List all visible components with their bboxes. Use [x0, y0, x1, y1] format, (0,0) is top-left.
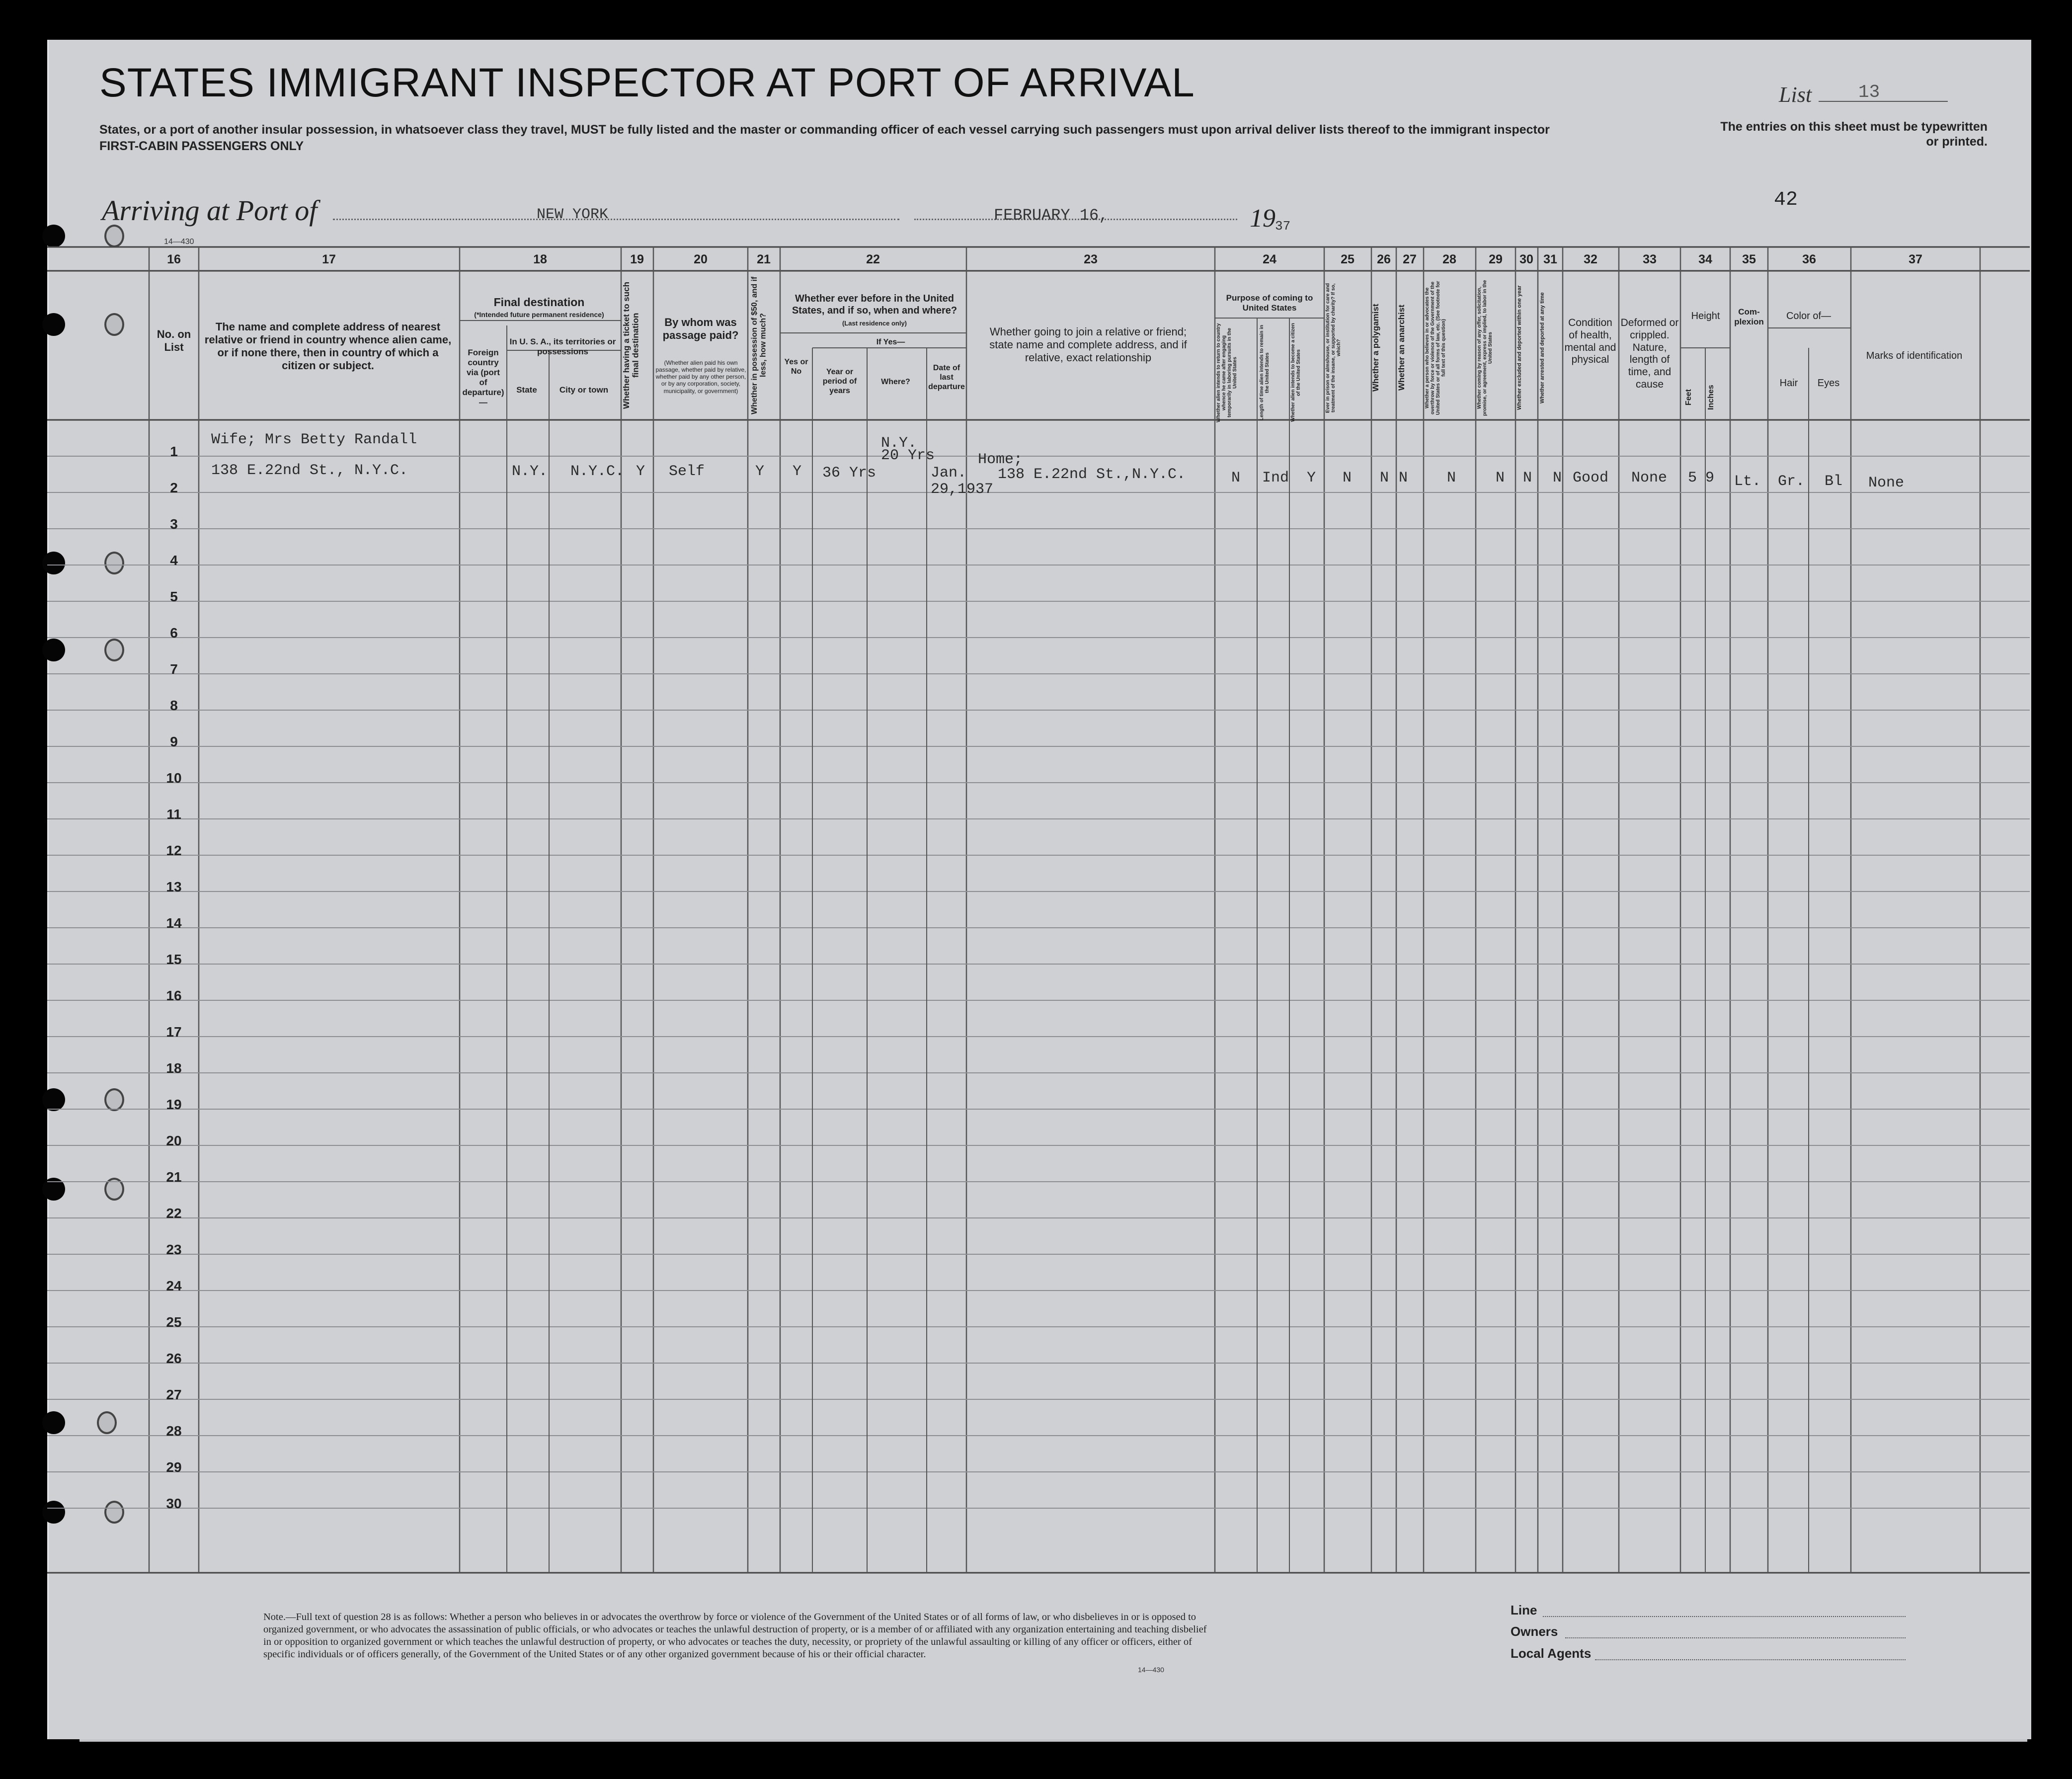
column-number: 29: [1489, 252, 1503, 266]
header-final-destination: Final destination: [493, 296, 585, 309]
arrested-value: N: [1553, 470, 1562, 486]
row-number: 20: [166, 1133, 182, 1148]
row-number: 16: [166, 988, 182, 1003]
header-anarchist: Whether an anarchist: [1397, 305, 1406, 391]
header-purpose-length: Length of time alien intends to remain in the United States: [1259, 324, 1270, 421]
form-number-bottom: 14—430: [1138, 1666, 1164, 1674]
row-number: 5: [170, 589, 178, 604]
owners-field: [1565, 1636, 1906, 1638]
departure-line-1: Jan.: [931, 465, 967, 482]
row-number: 7: [170, 661, 178, 677]
column-number: 32: [1584, 252, 1597, 266]
row-number: 12: [166, 843, 182, 858]
header-height: Height: [1691, 311, 1720, 322]
header-fifty-dollars: Whether in possession of $50, and if less, how much?: [750, 276, 768, 414]
complexion-value: Lt.: [1734, 473, 1761, 490]
anarchist-value: N: [1399, 470, 1408, 486]
column-number: 26: [1377, 252, 1391, 266]
health-value: Good: [1573, 470, 1609, 486]
row-number: 19: [166, 1097, 182, 1112]
header-year-period: Year or period of years: [822, 368, 857, 395]
deformed-value: None: [1631, 470, 1668, 486]
footnote-question-28: Note.—Full text of question 28 is as follows: Whether a person who believes in or advocates the overthrow by force or violence of the Government of the United States or of all forms of law, or who disbelieves in or is opposed to organized government, or who advocates the assassination of public officials, or who advocates or teaches the unlawful destruction of property, or is a member of or affiliated with any organization entertaining and teaching disbelief in or opposition to organized government or which teaches the unlawful destruction of property, or who advocates or teaches the duty, necessity, or propriety of the unlawful assaulting or killing of any officer or officers, either of specific individuals or of officers generally, of the Government of the United States or of any other organized government because of his or their official character.: [263, 1612, 1207, 1660]
row-number: 9: [170, 734, 178, 749]
header-arrested: Whether arrested and deported at any time: [1539, 292, 1545, 404]
column-number: 37: [1909, 252, 1922, 266]
column-number: 27: [1403, 252, 1417, 266]
row-number: 2: [170, 480, 178, 495]
excluded-value: N: [1523, 470, 1532, 486]
sheet-number: 42: [1774, 189, 1798, 211]
passage-paid-value: Self: [669, 463, 705, 480]
row-number: 10: [166, 770, 182, 786]
column-number: 23: [1084, 252, 1098, 266]
header-labor-offer: Whether coming by reason of any offer, solicitation, promise, or agreement, express or implied, to labor in the United States: [1477, 280, 1493, 416]
owners-label: Owners: [1511, 1624, 1558, 1639]
column-number: 24: [1263, 252, 1276, 266]
relative-line-2: 138 E.22nd St., N.Y.C.: [211, 462, 408, 479]
header-passage-paid: By whom was passage paid?: [662, 316, 739, 341]
form-number-top: 14—430: [164, 238, 194, 246]
row-number: 14: [166, 915, 182, 931]
header-ticket: Whether having a ticket to such final destination: [622, 282, 640, 409]
header-eyes: Eyes: [1817, 378, 1840, 389]
header-before-in-us: Whether ever before in the United States, and if so, when and where?: [792, 293, 957, 316]
year-suffix: 37: [1275, 219, 1291, 234]
header-purpose: Purpose of coming to United States: [1226, 293, 1313, 313]
destination-state: N.Y.: [512, 463, 548, 480]
header-foreign-country: Foreign country via (port of departure)—: [462, 348, 504, 407]
header-polygamist: Whether a polygamist: [1371, 304, 1380, 392]
relative-line-1: Wife; Mrs Betty Randall: [211, 431, 417, 448]
header-question-28: Whether a person who believes in or advocates the overthrow by force or violence of the Government of the United States or of all forms of law, etc. (See footnote for full text of this question): [1425, 281, 1446, 415]
header-inches: Inches: [1707, 385, 1715, 410]
header-final-destination-note: (*Intended future permanent residence): [474, 311, 604, 319]
column-number: 30: [1519, 252, 1533, 266]
column-number: 36: [1802, 252, 1816, 266]
header-marks: Marks of identification: [1866, 350, 1963, 361]
header-purpose-citizen: Whether alien intends to become a citizen of the United States: [1290, 323, 1301, 422]
row-number: 13: [166, 879, 182, 894]
header-complexion: Com-plexion: [1734, 307, 1764, 327]
where-line-2: 20 Yrs: [881, 447, 935, 464]
row-number: 11: [166, 807, 181, 822]
row-number: 26: [166, 1351, 182, 1366]
header-where: Where?: [881, 378, 910, 386]
column-number: 20: [694, 252, 708, 266]
hair-value: Gr.: [1778, 473, 1805, 490]
row-number: 4: [170, 553, 178, 568]
date-value: FEBRUARY 16,: [994, 206, 1109, 225]
header-excluded: Whether excluded and deported within one year: [1516, 285, 1522, 410]
ticket-value: Y: [636, 463, 645, 480]
line-label: Line: [1511, 1603, 1537, 1617]
local-agents-field: [1595, 1658, 1906, 1660]
departure-line-2: 29,1937: [931, 481, 994, 498]
row-number: 8: [170, 698, 178, 713]
header-nearest-relative: The name and complete address of nearest relative or friend in country whence alien came, or if none there, then in country of which a citizen or subject.: [204, 321, 452, 372]
local-agents-label: Local Agents: [1511, 1646, 1592, 1661]
row-number: 28: [166, 1423, 182, 1439]
row-number: 24: [166, 1278, 182, 1294]
subtitle-line-1: States, or a port of another insular possession, in whatsoever class they travel, MUST be fully listed and the master or commanding officer of each vessel carrying such passengers must upon arrival deliver lists thereof to the immigrant inspector: [99, 123, 1550, 137]
column-number: 22: [866, 252, 880, 266]
header-if-yes: If Yes—: [876, 338, 905, 346]
row-number: 27: [166, 1387, 182, 1402]
row-number: 17: [166, 1024, 182, 1040]
year-prefix: 19: [1250, 204, 1275, 233]
inches-value: 9: [1705, 470, 1715, 486]
column-number: 25: [1341, 252, 1355, 266]
row-number: 6: [170, 625, 178, 641]
row-number: 18: [166, 1060, 182, 1076]
row-number: 1: [170, 444, 178, 459]
destination-city: N.Y.C.: [570, 463, 625, 480]
header-purpose-return: Whether alien intends to return to country whence he came after engaging temporarily in laboring pursuits in the United States: [1216, 323, 1238, 422]
list-label: List: [1779, 82, 1812, 107]
column-number: 34: [1698, 252, 1712, 266]
purpose-citizen-value: Y: [1307, 470, 1316, 486]
purpose-return-value: N: [1231, 470, 1241, 486]
header-last-residence: (Last residence only): [842, 320, 907, 327]
header-no-on-list: No. on List: [157, 328, 191, 353]
marks-value: None: [1868, 475, 1905, 491]
column-number: 35: [1742, 252, 1756, 266]
header-in-usa: In U. S. A., its territories or possessions: [509, 337, 616, 357]
polygamist-value: N: [1380, 470, 1389, 486]
row-number: 29: [166, 1459, 182, 1475]
line-field: [1543, 1615, 1906, 1617]
years-value: 36 Yrs: [822, 465, 877, 482]
column-number: 31: [1543, 252, 1557, 266]
row-number: 25: [166, 1314, 182, 1330]
column-number: 17: [322, 252, 336, 266]
list-number: 13: [1819, 82, 1948, 102]
column-number: 19: [630, 252, 644, 266]
prison-value: N: [1343, 470, 1352, 486]
row-number: 15: [166, 952, 182, 967]
entries-note: The entries on this sheet must be typewritten or printed.: [1720, 120, 1988, 149]
column-number: 33: [1643, 252, 1657, 266]
subtitle-line-2: FIRST-CABIN PASSENGERS ONLY: [99, 139, 304, 153]
arriving-label: Arriving at Port of: [102, 194, 318, 227]
header-passage-paid-note: (Whether alien paid his own passage, whether paid by relative, whether paid by any other person, or by any corporation, society, municipality, or government): [655, 359, 746, 395]
form-title: STATES IMMIGRANT INSPECTOR AT PORT OF ARRIVAL: [99, 60, 1195, 105]
header-health: Condition of health, mental and physical: [1564, 317, 1616, 366]
column-number: 28: [1442, 252, 1456, 266]
header-yes-no: Yes or No: [784, 358, 808, 376]
row-number: 3: [170, 516, 178, 532]
feet-value: 5: [1688, 470, 1697, 486]
fifty-dollars-value: Y: [755, 463, 765, 480]
header-state: State: [516, 385, 537, 395]
header-color-of: Color of—: [1786, 311, 1832, 322]
port-value: NEW YORK: [537, 206, 609, 223]
row-number: 21: [166, 1169, 182, 1185]
row-number: 23: [166, 1242, 182, 1257]
header-deformed: Deformed or crippled. Nature, length of time, and cause: [1620, 317, 1679, 390]
column-number: 21: [757, 252, 771, 266]
purpose-length-value: Ind: [1262, 470, 1289, 486]
column-number: 18: [533, 252, 547, 266]
join-line-2: 138 E.22nd St.,N.Y.C.: [998, 466, 1186, 483]
header-hair: Hair: [1779, 378, 1798, 389]
join-line-1: Home;: [978, 451, 1023, 468]
header-feet: Feet: [1684, 389, 1693, 406]
row-number: 22: [166, 1206, 182, 1221]
header-going-to-join: Whether going to join a relative or friend; state name and complete address, and if relative, exact relationship: [989, 325, 1187, 364]
labor-offer-value: N: [1496, 470, 1505, 486]
column-number: 16: [167, 252, 181, 266]
header-prison: Ever in prison or almshouse, or institution for care and treatment of the insane, or supported by charity? If so, which?: [1325, 283, 1342, 413]
header-city: City or town: [559, 385, 609, 395]
eyes-value: Bl: [1825, 473, 1843, 490]
header-last-departure: Date of last departure: [928, 364, 965, 391]
question-28-value: N: [1447, 470, 1456, 486]
row-number: 30: [166, 1496, 182, 1511]
before-yes-value: Y: [793, 463, 802, 480]
where-line-1: N.Y.: [881, 435, 917, 452]
